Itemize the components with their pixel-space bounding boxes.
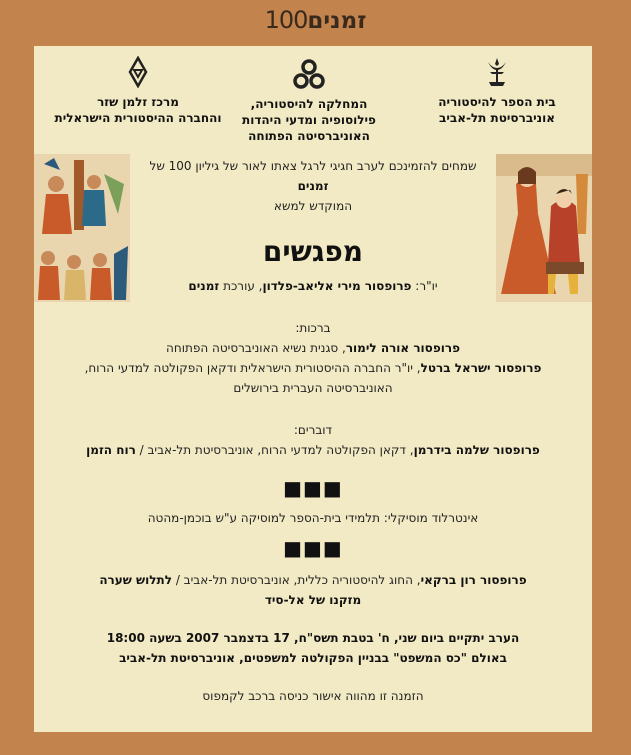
chair-journal: זמנים [188,279,220,293]
org-open-university [214,58,404,144]
org-tau-history [402,56,592,126]
speaker1-topic: רוח הזמן [86,443,136,457]
footer-note: הזמנה זו מהווה אישור כניסה ברכב לקמפוס [202,689,424,703]
speakers-label: דוברים: [293,423,333,437]
invitation-card [34,46,592,732]
greetings-label: ברכות: [295,321,331,335]
interlude-line: אינטרלוד מוסיקלי: תלמידי בית-הספר למוסיקה ע"ש בוכמן-מהטה [147,511,479,525]
org-line: המחלקה להיסטוריה, [250,97,368,111]
intro-text: שמחים להזמינכם לערב חגיגי לרגל צאתו לאור של גיליון 100 של [149,159,477,173]
event-venue-line: באולם "כס המשפט" בבניין הפקולטה למשפטים, אוניברסיטת תל-אביב [119,651,507,665]
event-date-line: הערב יתקיים ביום שני, ח' בטבת תשס"ח, 17 בדצמבר 2007 בשעה 18:00 [106,631,520,645]
chair-role: , עורכת [223,279,263,293]
intro-text-2: המוקדש למשא [273,199,353,213]
intro-journal-name: זמנים [297,179,329,193]
organizations-row [34,56,592,156]
speaker1-role: , דקאן הפקולטה למדעי הרוח, אוניברסיטת תל-אביב / [139,443,414,457]
zalman-shazar-center-emblem-icon [126,56,150,88]
org-line: האוניברסיטה הפתוחה [248,129,370,143]
open-university-emblem-icon [292,58,326,90]
logo-number: 100 [264,6,308,34]
greeting-line [34,358,592,378]
intro-paragraph [34,156,592,216]
org-line: בית הספר להיסטוריה [438,95,556,109]
invitation-body [34,156,592,706]
greeting1-name: פרופסור אורה לימור [345,341,460,355]
separator-dots: ■■■ [283,476,343,500]
speaker2-role: , החוג להיסטוריה כללית, אוניברסיטת תל-אביב / [175,573,421,587]
greeting1-role: , סגנית נשיא האוניברסיטה הפתוחה [166,341,346,355]
separator-dots: ■■■ [283,536,343,560]
journal-logo [0,6,631,40]
logo-word: זמנים [307,8,367,34]
greeting2-role-cont: האוניברסיטה העברית בירושלים [233,381,393,395]
chair-label: יו"ר: [415,279,438,293]
org-line: פילוסופיה ומדעי היהדות [242,113,376,127]
speaker-line [34,440,592,460]
speaker2-name: פרופסור רון ברקאי [420,573,527,587]
tel-aviv-university-emblem-icon [484,56,510,88]
org-zalman-shazar [38,56,238,126]
greeting2-name: פרופסור ישראל ברטל [420,361,542,375]
org-line: והחברה ההיסטורית הישראלית [54,111,222,125]
chair-line [34,276,592,296]
speaker2-topic-cont: מזקנו של אל-סיד [264,593,362,607]
org-line: מרכז זלמן שזר [97,95,179,109]
chair-name: פרופסור מירי אליאב-פלדון [262,279,412,293]
greeting-line [34,338,592,358]
speaker1-name: פרופסור שלמה בידרמן [413,443,540,457]
org-line: אוניברסיטת תל-אביב [439,111,555,125]
greeting2-role: , יו"ר החברה ההיסטורית הישראלית ודקאן הפקולטה למדעי הרוח, [84,361,421,375]
speaker2-topic: לתלוש שערה [99,573,172,587]
speaker-line [34,570,592,590]
theme-title: מפגשים [262,235,364,268]
